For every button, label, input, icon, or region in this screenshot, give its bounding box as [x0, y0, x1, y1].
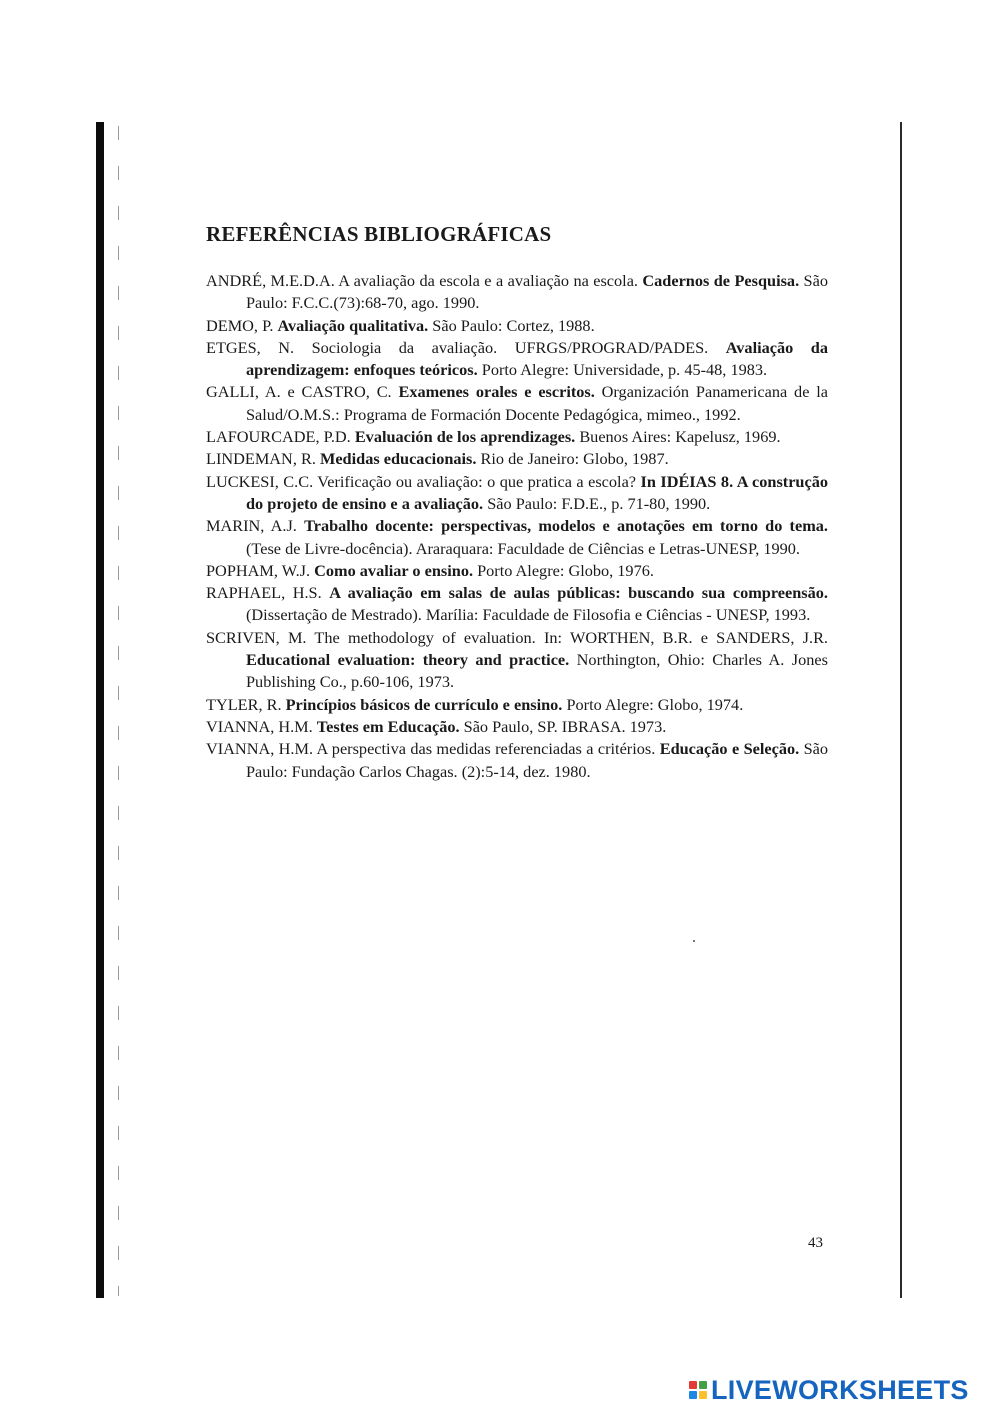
reference-list	[206, 270, 828, 783]
logo-square-red	[689, 1381, 697, 1389]
reference-item: TYLER, R. Princípios básicos de currículo e ensino. Porto Alegre: Globo, 1974.	[206, 694, 744, 714]
logo-square-green	[699, 1381, 707, 1389]
watermark-text: LIVEWORKSHEETS	[711, 1374, 969, 1405]
reference-item: POPHAM, W.J. Como avaliar o ensino. Porto Alegre: Globo, 1976.	[206, 560, 654, 580]
right-page-edge	[900, 122, 902, 1298]
reference-item: LINDEMAN, R. Medidas educacionais. Rio de Janeiro: Globo, 1987.	[206, 449, 669, 469]
liveworksheets-watermark	[689, 1373, 969, 1407]
reference-item: VIANNA, H.M. A perspectiva das medidas referenciadas a critérios. Educação e Seleção. São Paulo: Fundação Carlos Chagas. (2):5-14, dez. 1980.	[206, 739, 829, 781]
reference-item: MARIN, A.J. Trabalho docente: perspectivas, modelos e anotações em torno do tema. (Tese de Livre-docência). Araraquara: Faculdade de Ciências e Letras-UNESP, 1990.	[206, 516, 828, 558]
left-dashed-margin	[118, 126, 119, 1296]
logo-square-blue	[689, 1391, 697, 1399]
reference-item: LAFOURCADE, P.D. Evaluación de los aprendizages. Buenos Aires: Kapelusz, 1969.	[206, 427, 781, 447]
reference-item: ANDRÉ, M.E.D.A. A avaliação da escola e a avaliação na escola. Cadernos de Pesquisa. São Paulo: F.C.C.(73):68-70, ago. 1990.	[206, 271, 828, 313]
reference-item: LUCKESI, C.C. Verificação ou avaliação: o que pratica a escola? In IDÉIAS 8. A construção do projeto de ensino e a avaliação. São Paulo: F.D.E., p. 71-80, 1990.	[206, 471, 828, 513]
page-number: 43	[808, 1235, 823, 1251]
left-binding-edge	[96, 122, 104, 1298]
reference-item: GALLI, A. e CASTRO, C. Examenes orales e escritos. Organización Panamericana de la Salud/O.M.S.: Programa de Formación Docente Pedagógica, mimeo., 1992.	[206, 382, 828, 424]
scan-speck	[693, 940, 695, 942]
liveworksheets-logo-icon	[689, 1381, 707, 1399]
reference-item: DEMO, P. Avaliação qualitativa. São Paulo: Cortez, 1988.	[206, 315, 595, 335]
logo-square-yellow	[699, 1391, 707, 1399]
reference-item: SCRIVEN, M. The methodology of evaluation. In: WORTHEN, B.R. e SANDERS, J.R. Educational evaluation: theory and practice. Northington, Ohio: Charles A. Jones Publishing Co., p.60-106, 1973.	[206, 627, 828, 692]
page-title: REFERÊNCIAS BIBLIOGRÁFICAS	[206, 222, 552, 246]
reference-item: RAPHAEL, H.S. A avaliação em salas de aulas públicas: buscando sua compreensão. (Dissertação de Mestrado). Marília: Faculdade de Filosofia e Ciências - UNESP, 1993.	[206, 583, 828, 625]
reference-item: ETGES, N. Sociologia da avaliação. UFRGS/PROGRAD/PADES. Avaliação da aprendizagem: enfoques teóricos. Porto Alegre: Universidade, p. 45-48, 1983.	[206, 337, 828, 380]
reference-item: VIANNA, H.M. Testes em Educação. São Paulo, SP. IBRASA. 1973.	[206, 716, 667, 736]
